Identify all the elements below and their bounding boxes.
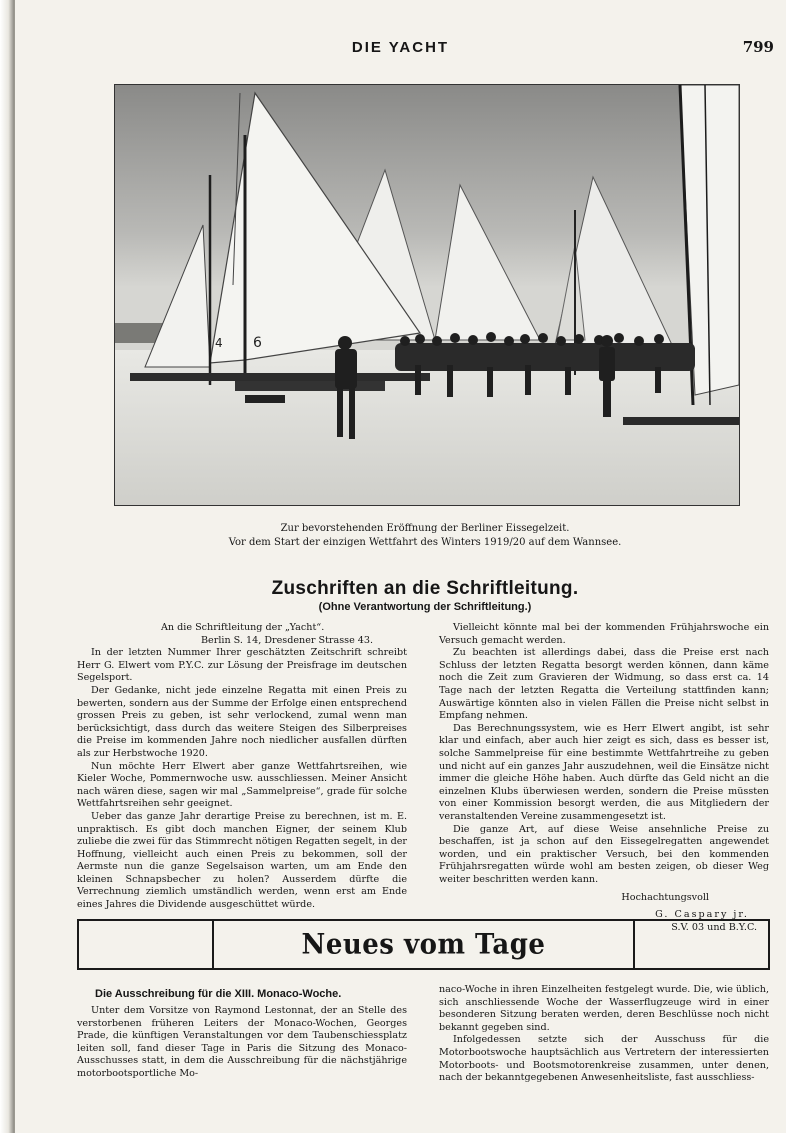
ice-yacht-photo-drawing <box>115 85 739 505</box>
news-banner <box>77 919 770 970</box>
letter-paragraph: Ueber das ganze Jahr derartige Preise zu berechnen, ist m. E. unpraktisch. Es gibt doch manchen Eigner, der seinem Klub zuliebe die zwei für das Stimmrecht nötigen Regatten segelt, in der Hoffnung, vielleicht auch einen Preis zu bekommen, soll der Aermste nun die ganze Segelsaison warten, um am Ende den kleinen Schnapsbecher zu holen? Ausserdem dürfte die Verrechnung ziemlich umständlich werden, wenn erst am Ende eines Jahres die Dividende ausgeschüttet würde. <box>77 810 407 911</box>
letter-signature-club: S.V. 03 und B.Y.C. <box>671 921 757 933</box>
letter-paragraph: Der Gedanke, nicht jede einzelne Regatta mit einen Preis zu bewerten, sondern aus der Summe der Erfolge einen entsprechend grossen Preis zu geben, ist sehr verlockend, zumal wenn man berücksichtigt, dass durch das weitere Steigen des Silberpreises die Preise im kommenden Jahre noch niedlicher ausfallen dürften als zur Herbstwoche 1920. <box>77 684 407 759</box>
letter-paragraph: Die ganze Art, auf diese Weise ansehnliche Preise zu beschaffen, ist ja schon auf den Eissegelregatten angewendet worden, und ein praktischer Versuch, bei den kommenden Frühjahrsregatten würde wohl am besten zeigen, ob dieser Weg weiter beschritten werden kann. <box>439 823 769 885</box>
letter-paragraph: Zu beachten ist allerdings dabei, dass die Preise erst nach Schluss der letzten Regatta besorgt werden können, dann käme noch die Zeit zum Gravieren der Widmung, so dass erst ca. 14 Tage nach der letzten Regatta die Verteilung stattfinden kann; Auswärtige könnten also in vielen Fällen die Preise nicht selbst in Empfang nehmen. <box>439 647 769 722</box>
letter-signature: G. Caspary jr. <box>655 909 749 921</box>
news-paragraph: naco-Woche in ihren Einzelheiten festgelegt wurde. Die, wie üblich, sich anschliessende Woche der Wasserflugzeuge wird in einer besonderen Sitzung beraten werden, deren Beschlüsse noch nicht bekannt gegeben sind. <box>439 984 769 1033</box>
letters-right-column <box>439 622 769 934</box>
caption-line-1: Zur bevorstehenden Eröffnung der Berliner Eissegelzeit. <box>280 523 570 534</box>
page-number: 799 <box>742 38 774 56</box>
news-banner-title: Neues vom Tage <box>301 928 546 961</box>
ice-yacht-photo <box>114 84 740 506</box>
news-paragraph: Infolgedessen setzte sich der Ausschuss für die Motorbootswoche hauptsächlich aus Vertretern der interessierten Motorboots- und Bootsmotorenkreise zusammen, unter denen, nach der bekanntgegebenen Anwesenheitsliste, fast ausschliess- <box>439 1034 769 1084</box>
news-left-column <box>77 1005 407 1081</box>
letter-paragraph: Nun möchte Herr Elwert aber ganze Wettfahrtsreihen, wie Kieler Woche, Pommernwoche usw. ausschliessen. Meiner Ansicht nach wären diese, sagen wir mal „Sammelpreise“, grade für solche Wettfahrtsreihen sehr geeignet. <box>77 760 407 810</box>
banner-right-box <box>633 921 768 968</box>
letter-paragraph: In der letzten Nummer Ihrer geschätzten Zeitschrift schreibt Herr G. Elwert vom P.Y.C. zur Lösung der Preisfrage im deutschen Segelsport. <box>77 647 407 684</box>
page-gutter <box>0 0 14 1133</box>
sail-number-4: 4 <box>215 336 223 350</box>
news-paragraph: Unter dem Vorsitze von Raymond Lestonnat, der an Stelle des verstorbenen früheren Leiters der Monaco-Wochen, Georges Prade, die künftigen Veranstaltungen vor dem Taubenschiessplatz leiten soll, fand dieser Tage in Paris die Sitzung des Monaco-Ausschusses statt, in dem die Ausschreibung für die nächstjährige motorbootsportliche Mo- <box>77 1005 407 1079</box>
news-right-column <box>439 984 769 1085</box>
running-title: DIE YACHT <box>351 39 450 56</box>
letter-salutation: An die Schriftleitung der „Yacht“. <box>161 622 325 633</box>
news-subhead: Die Ausschreibung für die XIII. Monaco-Woche. <box>95 988 342 1000</box>
letters-section-title: Zuschriften an die Schriftleitung. <box>271 578 579 599</box>
banner-left-box <box>79 921 214 968</box>
photo-caption <box>95 522 755 550</box>
letters-section-subtitle: (Ohne Verantwortung der Schriftleitung.) <box>318 601 532 613</box>
letter-address: Berlin S. 14, Dresdener Strasse 43. <box>201 634 374 646</box>
letter-closing: Hochachtungsvoll <box>621 892 709 904</box>
magazine-page <box>14 0 786 1133</box>
letters-left-column <box>77 622 407 912</box>
caption-line-2: Vor dem Start der einzigen Wettfahrt des Winters 1919/20 auf dem Wannsee. <box>228 537 622 548</box>
sail-number-6: 6 <box>253 335 262 351</box>
letter-paragraph: Vielleicht könnte mal bei der kommenden Frühjahrswoche ein Versuch gemacht werden. <box>439 622 769 646</box>
letter-paragraph: Das Berechnungssystem, wie es Herr Elwert angibt, ist sehr klar und einfach, aber auch hier zeigt es sich, dass es besser ist, solche Sammelpreise für eine bestimmte Wettfahrtreihe zu geben und nicht auf ein ganzes Jahr auszudehnen, weil die Einsätze nicht immer die gleiche Höhe haben. Auch dürfte das Geld nicht an die einzelnen Klubs überwiesen werden, sondern die Preise müssten von einer Kommission besorgt werden, die aus Mitgliedern der veranstaltenden Vereine zusammengesetzt ist. <box>439 722 769 822</box>
